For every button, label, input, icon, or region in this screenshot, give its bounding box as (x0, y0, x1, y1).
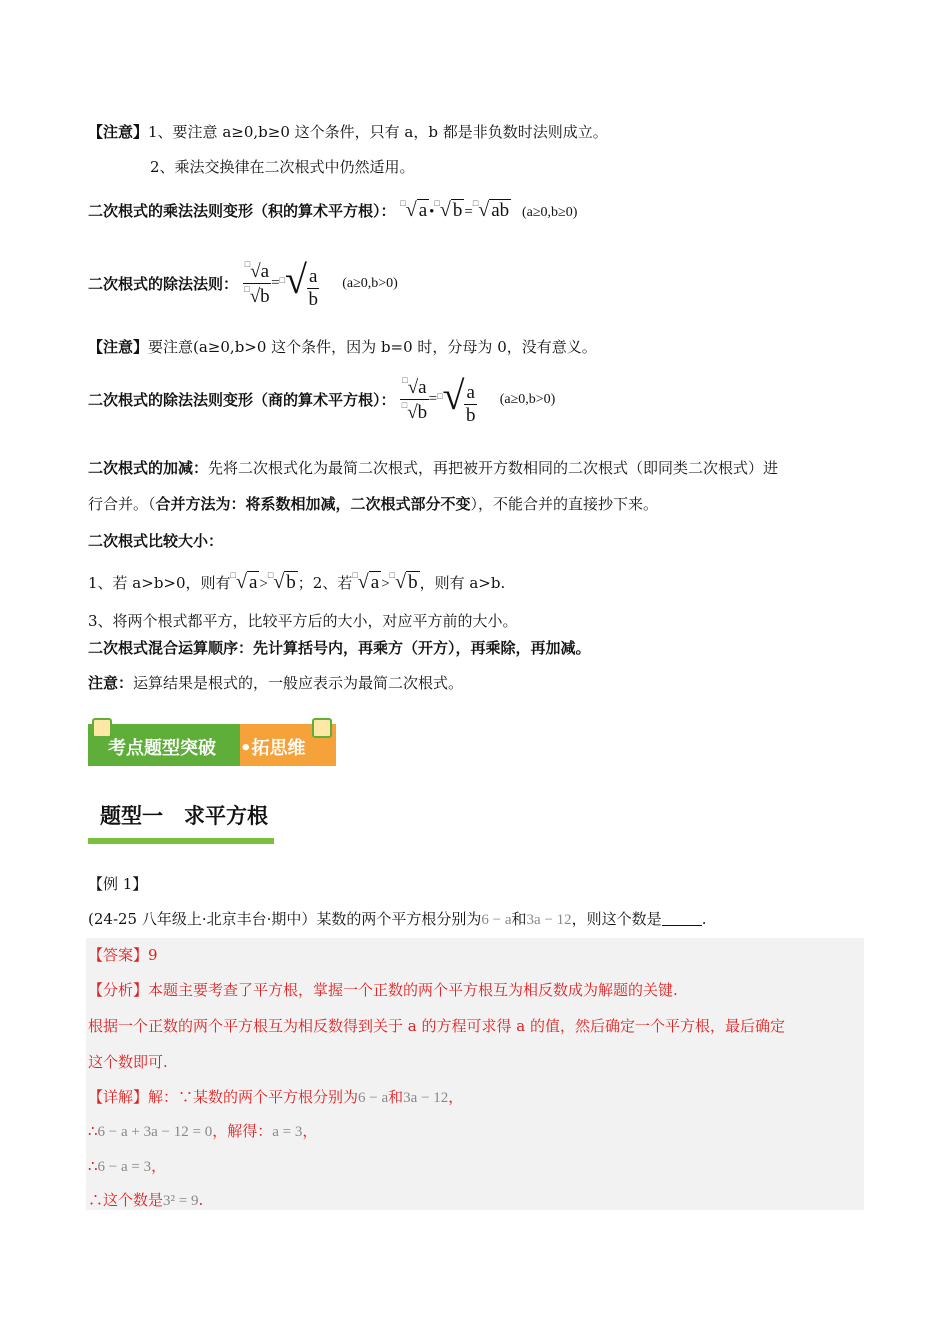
therefore-symbol: ∴ (88, 1157, 98, 1175)
div-variant-label: 二次根式的除法法则变形（商的算术平方根）： (88, 391, 396, 410)
radical-b: □√ b (434, 198, 463, 221)
answer-row (88, 944, 158, 965)
detail-text-1c: ， (448, 1088, 464, 1106)
answer-blank (662, 911, 702, 926)
analysis-row-2: 根据一个正数的两个平方根互为相反数得到关于 a 的方程可求得 a 的值，然后确定一个平方根，最后确定 (88, 1017, 785, 1035)
radical-ab: □√ ab (472, 198, 510, 221)
detail-eq-1: 6 − a + 3a − 12 = 0 (97, 1124, 213, 1140)
detail-expr-1: 6 − a (358, 1090, 389, 1106)
div-variant-lhs: $\frac{^□√a}{^□√b}$ (401, 375, 428, 424)
addsub-line-1 (88, 457, 778, 478)
compare-text-1b: ；2、若 (297, 574, 353, 592)
question-text-b: 和 (511, 910, 527, 928)
div-rule-condition: (a≥0,b>0) (342, 275, 398, 291)
detail-row-3 (88, 1155, 166, 1176)
question-expr-1: 6 − a (481, 912, 512, 928)
order-text: 先计算括号内，再乘方（开方），再乘除，再加减。 (253, 639, 591, 657)
note-item-1: 1、要注意 a≥0,b≥0 这个条件，只有 a，b 都是非负数时法则成立。 (148, 123, 608, 141)
section-underline (88, 838, 274, 844)
question-text-d: . (701, 910, 707, 928)
compare-line-1: 1、若 a>b>0，则有□√ a >□√ b ；2、若□√ a >□√ b ，则有 a>b. (88, 570, 506, 593)
compare-text-1c: ，则有 a>b. (419, 574, 506, 592)
question-text-c: ，则这个数是 (571, 910, 662, 928)
analysis-row-1 (88, 979, 678, 1000)
detail-expr-2: 3a − 12 (403, 1090, 449, 1106)
radical-b: □√ b (389, 570, 418, 593)
addsub-text-2c: ），不能合并的直接抄下来。 (470, 495, 659, 513)
banner-right-text: •拓思维 (240, 738, 306, 759)
analysis-row-3: 这个数即可. (88, 1053, 168, 1071)
mult-variant-row: 二次根式的乘法法则变形（积的算术平方根）： □√ a •□√ b =□√ ab (a≥0,b≥0) (88, 198, 578, 221)
clip-icon (312, 718, 332, 738)
note-3-text: 运算结果是根式的，一般应表示为最简二次根式。 (133, 674, 464, 692)
order-row (88, 637, 591, 658)
compare-line-2: 3、将两个根式都平方，比较平方后的大小，对应平方前的大小。 (88, 612, 518, 630)
div-rule-label: 二次根式的除法法则： (88, 275, 239, 294)
answer-label: 【答案】 (88, 946, 149, 964)
note-2-text: 要注意(a≥0,b>0 这个条件，因为 b=0 时，分母为 0，没有意义。 (148, 338, 597, 356)
div-rule-row: 二次根式的除法法则： $\frac{^□√a}{^□√b}$ =□√ $\frac{a}{b}$ (a≥0,b>0) (88, 257, 398, 311)
div-variant-row: 二次根式的除法法则变形（商的算术平方根）： $\frac{^□√a}{^□√b}$ =□√ $\frac{a}{b}$ (a≥0,b>0) (88, 373, 556, 427)
section-banner (88, 718, 336, 766)
detail-eq-4: 3² = 9 (163, 1193, 199, 1209)
analysis-label: 【分析】 (88, 981, 149, 999)
addsub-line-2 (88, 493, 658, 514)
addsub-text-2a: 行合并。（ (88, 495, 156, 513)
addsub-label: 二次根式的加减： (88, 459, 209, 477)
question-text-a: (24-25 八年级上·北京丰台·期中）某数的两个平方根分别为 (88, 910, 482, 928)
answer-value: 9 (148, 946, 158, 964)
radical-a: □√ a (230, 570, 258, 593)
detail-eq-3: 6 − a = 3 (97, 1159, 152, 1175)
compare-label: 二次根式比较大小： (88, 532, 224, 550)
detail-eq-2: a = 3 (272, 1124, 303, 1140)
mult-condition: (a≥0,b≥0) (521, 205, 578, 220)
note-1 (88, 121, 608, 142)
question-expr-2: 3a − 12 (526, 912, 572, 928)
div-variant-rhs: □√ $\frac{a}{b}$ (437, 373, 476, 427)
detail-text-3b: ， (151, 1157, 167, 1175)
detail-text-1a: 解：∵某数的两个平方根分别为 (148, 1088, 359, 1106)
detail-row-2 (88, 1120, 317, 1141)
addsub-text-1: 先将二次根式化为最简二次根式，再把被开方数相同的二次根式（即同类二次根式）进 (208, 459, 779, 477)
note-2 (88, 336, 597, 357)
order-label: 二次根式混合运算顺序： (88, 639, 254, 657)
compare-text-1a: 1、若 a>b>0，则有 (88, 574, 231, 592)
example-label: 【例 1】 (88, 875, 148, 893)
analysis-text-1: 本题主要考查了平方根，掌握一个正数的两个平方根互为相反数成为解题的关键. (148, 981, 678, 999)
radical-b: □√ b (267, 570, 296, 593)
div-rule-rhs: □√ $\frac{a}{b}$ (279, 257, 318, 311)
note-item-2: 2、乘法交换律在二次根式中仍然适用。 (150, 158, 415, 176)
mult-variant-label: 二次根式的乘法法则变形（积的算术平方根）： (88, 202, 396, 220)
section-title: 题型一 求平方根 (100, 804, 268, 828)
detail-label: 【详解】 (88, 1088, 149, 1106)
div-variant-condition: (a≥0,b>0) (499, 391, 556, 407)
radical-a: □√ a (400, 198, 428, 221)
example-question (88, 908, 706, 929)
detail-text-4a: ∴这个数是 (88, 1191, 164, 1209)
detail-row-1 (88, 1086, 463, 1107)
detail-text-2c: ， (302, 1122, 318, 1140)
addsub-method: 合并方法为：将系数相加减，二次根式部分不变 (155, 495, 471, 513)
note-2-label: 【注意】 (88, 338, 149, 356)
detail-text-4b: . (198, 1191, 204, 1209)
detail-text-2b: ，解得： (212, 1122, 273, 1140)
note-3-label: 注意： (88, 674, 134, 692)
div-rule-lhs: $\frac{^□√a}{^□√b}$ (244, 259, 270, 308)
detail-row-4 (88, 1189, 203, 1210)
radical-a: □√ a (352, 570, 380, 593)
note-3 (88, 672, 463, 693)
detail-text-1b: 和 (388, 1088, 404, 1106)
note-label: 【注意】 (88, 123, 149, 141)
banner-left-text: 考点题型突破 (108, 738, 216, 759)
therefore-symbol: ∴ (88, 1122, 98, 1140)
